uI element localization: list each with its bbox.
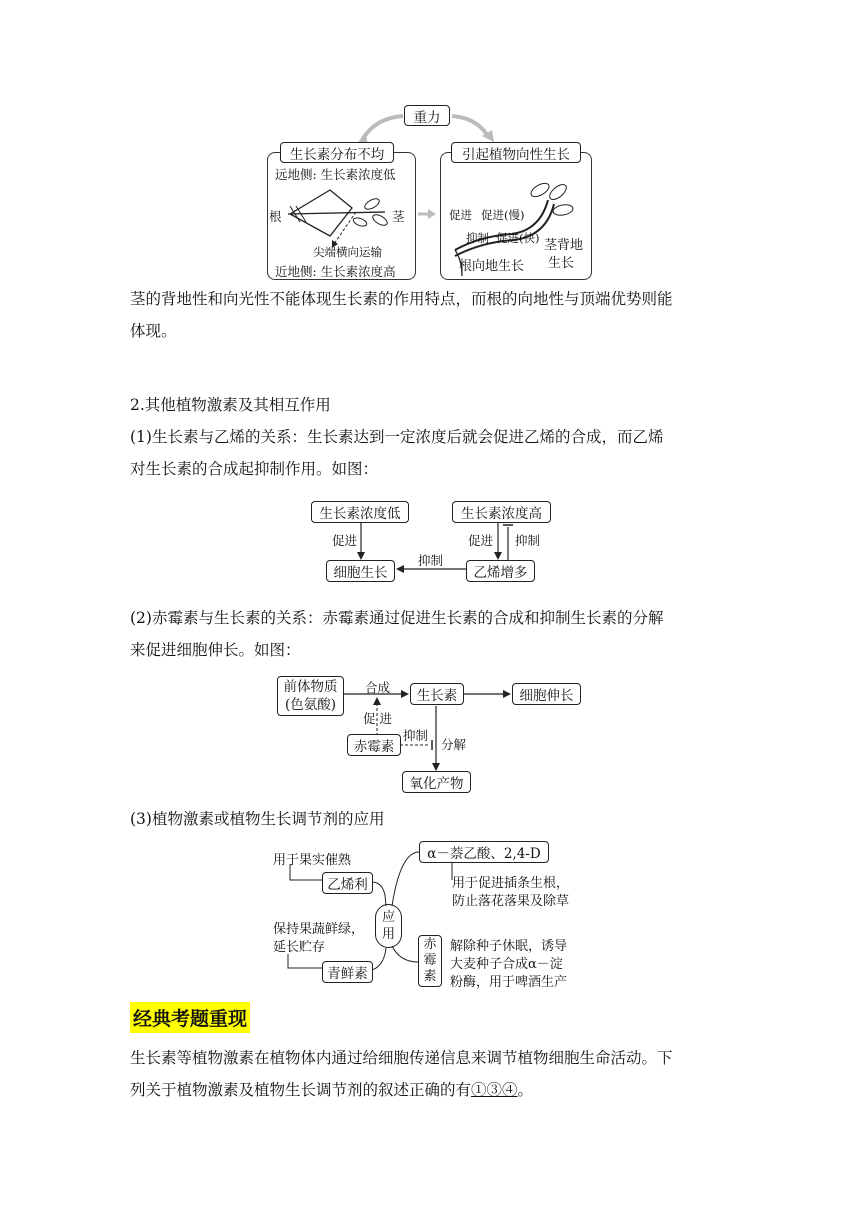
item1-line2: 对生长素的合成起抑制作用。如图： [130,460,379,478]
item2-line2: 来促进细胞伸长。如图： [130,641,301,659]
fig2-promote-left: 促进 [332,533,358,548]
apply-char-2: 用 [381,927,395,942]
ga-use-2: 大麦种子合成α－淀 [450,957,563,972]
item2-line1: (2)赤霉素与生长素的关系：赤霉素通过促进生长素的合成和抑制生长素的分解 [130,609,664,627]
cell-growth-box: 细胞生长 [326,560,395,582]
naa-use-1: 用于促进插条生根， [452,876,570,891]
promote-label: 促进 [449,208,472,222]
fig3-inhibit-label: 抑制 [403,728,429,743]
gibberellin-box: 赤霉素 [347,734,401,756]
fruit-ripen-label: 用于果实催熟 [273,853,352,868]
ga-char-2: 霉 [423,953,437,968]
promote-fast-label: 促进(快) [496,231,540,245]
elongation-box: 细胞伸长 [512,683,581,705]
near-side-label: 近地侧: 生长素浓度高 [275,264,396,279]
question-line2: 列关于植物激素及植物生长调节剂的叙述正确的有 [130,1081,472,1099]
naa-box: α－萘乙酸、2,4-D [419,841,549,863]
ga-use-1: 解除种子休眠，诱导 [450,939,568,954]
keep-fresh-2: 延长贮存 [273,940,326,955]
fig3-promote-label: 促 进 [363,711,392,726]
item1-line1: (1)生长素与乙烯的关系：生长素达到一定浓度后就会促进乙烯的合成，而乙烯 [130,428,664,446]
question-end: 。 [517,1081,534,1099]
ga-char-1: 赤 [423,937,437,952]
fig2-inhibit-right: 抑制 [515,533,541,548]
decompose-label: 分解 [441,737,467,752]
item3-heading: (3)植物激素或植物生长调节剂的应用 [130,810,385,828]
ethylene-up-box: 乙烯增多 [466,560,535,582]
oxide-box: 氧化产物 [402,771,471,793]
root-gravity-label: 根向地生长 [459,259,525,274]
far-side-label: 远地侧: 生长素浓度低 [275,167,396,182]
root-label: 根 [269,209,282,224]
question-line1: 生长素等植物激素在植物体内通过给细胞传递信息来调节植物细胞生命活动。下 [130,1049,673,1067]
auxin-box: 生长素 [410,683,464,705]
stem-label: 茎 [392,209,405,224]
keep-fresh-1: 保持果蔬鲜绿， [273,922,365,937]
ga-char-3: 素 [423,969,437,984]
cytokinin-box: 青鲜素 [322,961,373,983]
apply-char-1: 应 [381,910,395,925]
precursor-line1: 前体物质 [283,679,338,695]
fig2-inhibit-mid: 抑制 [418,553,444,568]
question-text [130,1042,734,1106]
right-panel-title: 引起植物向性生长 [451,142,581,163]
fig2-promote-right: 促进 [468,533,494,548]
left-panel-title: 生长素分布不均 [280,142,394,163]
promote-slow-label: 促进(慢) [481,208,525,222]
para1-line1: 茎的背地性和向光性不能体现生长素的作用特点，而根的向地性与顶端优势则能 [130,290,673,308]
auxin-low-box: 生长素浓度低 [311,501,409,523]
auxin-high-box: 生长素浓度高 [452,501,551,523]
stem-back-label-2: 生长 [548,256,575,271]
stem-back-label-1: 茎背地 [544,238,584,253]
ethylene-box: 乙烯利 [322,872,373,894]
synth-label: 合成 [365,680,391,695]
question-answer: ①③④ [471,1081,518,1099]
ga-use-3: 粉酶，用于啤酒生产 [450,975,568,990]
inhibit-label: 抑制 [466,231,489,245]
naa-use-2: 防止落花落果及除草 [452,894,570,909]
section2-heading: 2.其他植物激素及其相互作用 [130,396,331,414]
gibberellin-vertical-box [418,935,442,987]
gravity-box: 重力 [404,105,450,126]
tip-transport-label: 尖端横向运输 [313,245,382,259]
para1-line2: 体现。 [130,322,177,340]
classic-questions-heading: 经典考题重现 [130,1002,250,1033]
precursor-line2: (色氨酸) [284,697,337,713]
apply-oval [375,904,402,948]
